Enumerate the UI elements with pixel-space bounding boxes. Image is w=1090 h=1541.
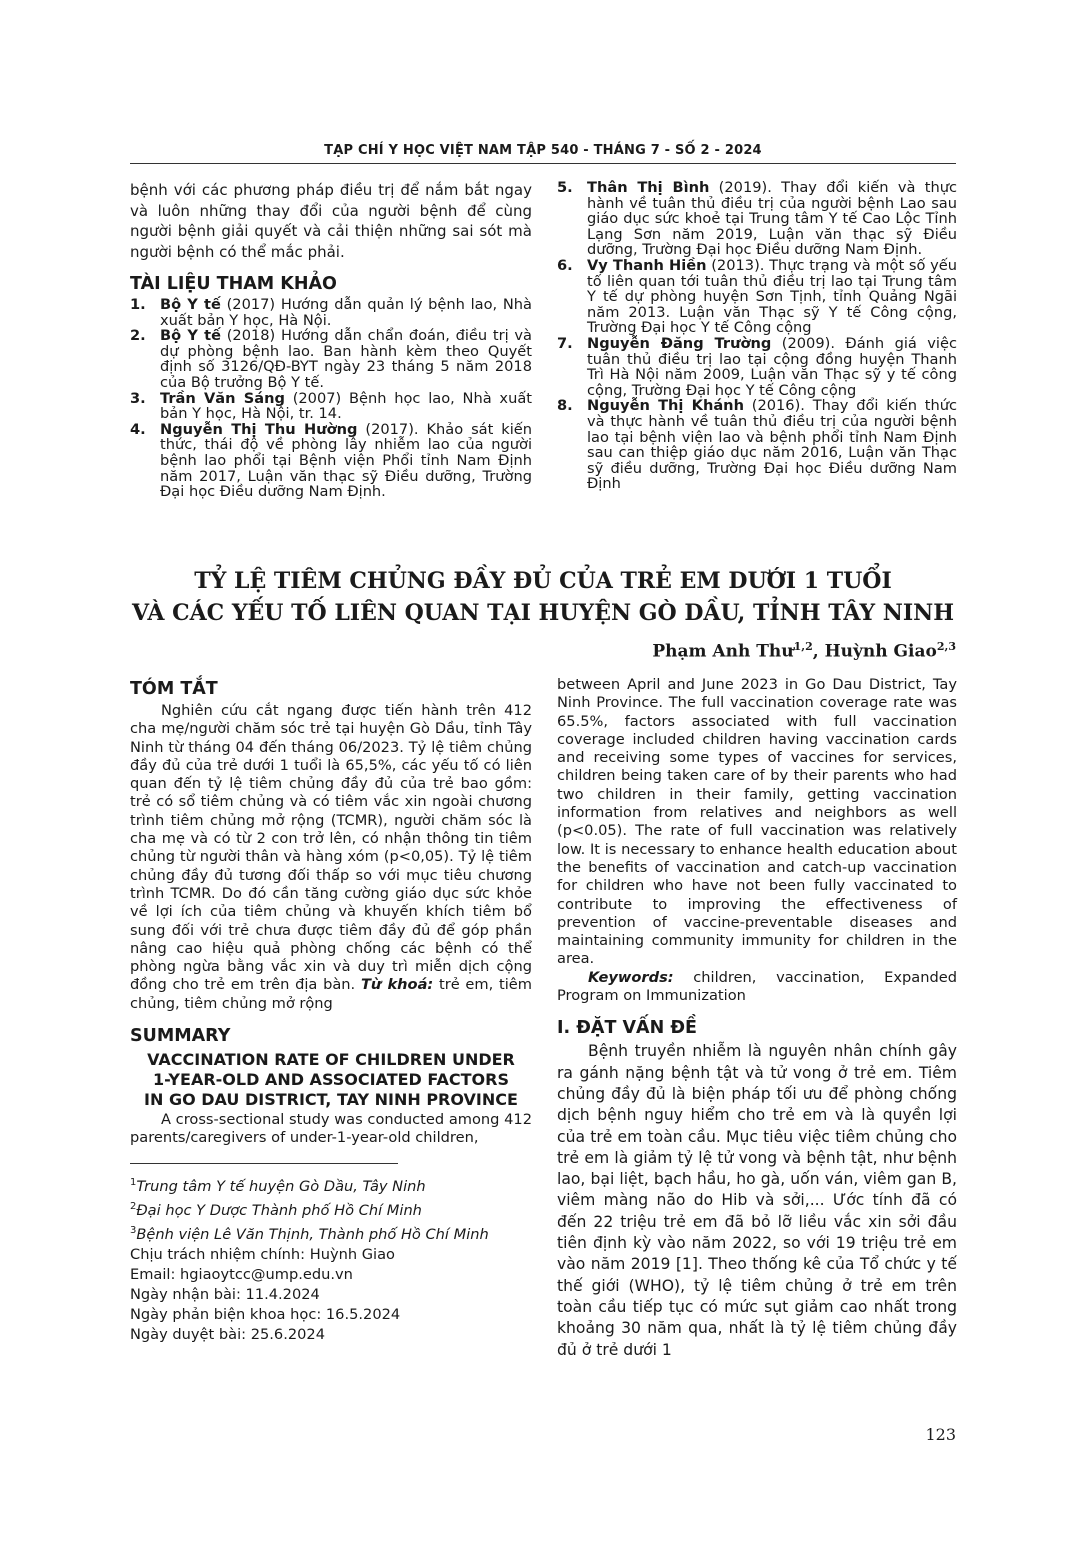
abstract-vi-heading: TÓM TẮT (130, 679, 218, 699)
reference-item (130, 297, 532, 328)
received-date: Ngày nhận bài: 11.4.2024 (130, 1285, 320, 1303)
reference-details: (2013). Thực trạng và một số yếu tố liên quan tới tuân thủ điều trị lao tại Trung tâm Y tế dự phòng huyện Sơn Tịnh, tỉnh Quảng Ngãi năm 2013. Luận văn Thạc sỹ Y tế Công cộng, Trường Đại học Y tế Công cộng (587, 256, 957, 337)
reference-item (130, 422, 532, 500)
summary-body-start: A cross-sectional study was conducted among 412 parents/caregivers of under-1-year-old children, (130, 1111, 532, 1147)
reference-author: Thân Thị Bình (587, 179, 710, 196)
abstract-vi-text: Nghiên cứu cắt ngang được tiến hành trên 412 cha mẹ/người chăm sóc trẻ tại huyện Gò Dầu, tỉnh Tây Ninh từ tháng 04 đến tháng 06/2023. Tỷ lệ tiêm chủng đầy đủ của trẻ dưới 1 tuổi là 65,5%, các yếu tố có liên quan đến tỷ lệ tiêm chủng đầy đủ của trẻ bao gồm: trẻ có sổ tiêm chủng và có tiêm vắc xin ngoài chương trình tiêm chủng mở rộng (TCMR), người chăm sóc là cha mẹ và có từ 2 con trở lên, có nhận thông tin tiêm chủng từ người thân và hàng xóm (p<0,05). Tỷ lệ tiêm chủng đầy đủ tương đối thấp so với mục tiêu chương trình TCMR. Do đó cần tăng cường giáo dục sức khỏe về lợi ích của tiêm chủng và khuyến khích tiêm bổ sung đối với trẻ chưa được tiêm đầy đủ để góp phần nâng cao hiệu quả phòng chống các bệnh có thể phòng ngừa bằng vắc xin và duy trì miễn dịch cộng đồng cho trẻ em trên địa bàn. (130, 702, 532, 994)
accepted-date: Ngày duyệt bài: 25.6.2024 (130, 1325, 325, 1343)
reference-text (587, 180, 957, 258)
reference-text (160, 328, 532, 390)
carry-over-paragraph: bệnh với các phương pháp điều trị để nắm bắt ngay và luôn những thay đổi của người bệnh để cùng người bệnh giải quyết và cải thiện những sai sót mà người bệnh có thể mắc phải. (130, 181, 532, 261)
bottom-left-column (130, 678, 532, 1148)
author-line (652, 640, 956, 662)
reference-text (160, 297, 532, 328)
reference-details: (2009). Đánh giá việc tuân thủ điều trị lao tại cộng đồng huyện Thanh Trì Hà Nội năm 2009, Luận văn Thạc sỹ y tế công cộng, Trường Đại học Y tế Công cộng (587, 334, 957, 399)
reference-details: (2019). Thay đổi kiến và thực hành về tuân thủ điều trị của người bệnh Lao sau giáo dục sức khoẻ tại Trung tâm Y tế Cao Lộc Tỉnh Lạng Sơn năm 2019, Luận văn thạc sỹ Điều dưỡng, Trường Đại học Điều dưỡng Nam Định. (587, 179, 957, 259)
abstract-vi-keywords-label: Từ khoá: (360, 976, 434, 994)
reference-item (130, 328, 532, 390)
running-header: TẠP CHÍ Y HỌC VIỆT NAM TẬP 540 - THÁNG 7 - SỐ 2 - 2024 (324, 143, 762, 158)
affiliation-1 (130, 1173, 532, 1197)
reference-text (587, 258, 957, 336)
reference-text (587, 336, 957, 398)
author-2-affiliation: 2,3 (936, 640, 956, 653)
reference-details: (2018) Hướng dẫn chẩn đoán, điều trị và dự phòng bệnh lao. Ban hành kèm theo Quyết định số 3126/QĐ-BYT ngày 23 tháng 5 năm 2018 của Bộ trưởng Bộ Y tế. (160, 327, 532, 391)
footnote-rule (130, 1163, 398, 1164)
summary-title-line-2: 1-YEAR-OLD AND ASSOCIATED FACTORS (153, 1070, 509, 1090)
affiliation-3-marker: 3 (130, 1224, 137, 1236)
reference-text (160, 391, 532, 422)
reference-number: 4. (130, 420, 146, 438)
intro-body: Bệnh truyền nhiễm là nguyên nhân chính gây ra gánh nặng bệnh tật và tử vong ở trẻ em. Tiêm chủng đầy đủ là biện pháp tối ưu để phòng chống dịch bệnh nguy hiểm cho trẻ em và là quyền lợi của trẻ em toàn cầu. Mục tiêu việc tiêm chủng cho trẻ em là giảm tỷ lệ tử vong và bệnh tật, như bệnh lao, bại liệt, bạch hầu, ho gà, uốn ván, viêm gan B, viêm màng não do Hib và sởi,... Ước tính đã có đến 22 triệu trẻ em đã bỏ lỡ liều vắc xin sởi đầu tiên định kỳ vào năm 2022, so với 19 triệu trẻ em vào năm 2019 [1]. Theo thống kê của Tổ chức y tế thế giới (WHO), tỷ lệ tiêm chủng ở trẻ em trên toàn cầu tiếp tục có mức sụt giảm cao nhất trong khoảng 30 năm qua, nhất là tỷ lệ tiêm chủng đầy đủ ở trẻ dưới 1 (557, 1042, 957, 1359)
affiliation-1-marker: 1 (130, 1177, 137, 1188)
reference-item (557, 398, 957, 492)
summary-title-line-3: IN GO DAU DISTRICT, TAY NINH PROVINCE (144, 1090, 518, 1110)
summary-keywords-label: Keywords: (588, 968, 674, 986)
reference-author: Bộ Y tế (160, 296, 221, 313)
reference-author: Trần Văn Sáng (160, 389, 285, 407)
reference-number: 1. (130, 296, 146, 313)
reference-number: 7. (557, 334, 573, 352)
reference-number: 5. (557, 179, 573, 196)
article-title (130, 565, 956, 629)
reference-details: (2016). Thay đổi kiến thức và thực hành về tuân thủ điều trị của người bệnh lao tại bệnh viện lao và bệnh phổi tỉnh Nam Định sau can thiệp giáo dục năm 2016, Luận văn Thạc sỹ điều dưỡng, Trường Đại học Điều dưỡng Nam Định (587, 397, 957, 493)
reference-number: 3. (130, 389, 146, 407)
intro-heading: I. ĐẶT VẤN ĐỀ (557, 1018, 697, 1039)
affiliation-3 (130, 1221, 532, 1245)
reference-author: Nguyễn Thị Thu Hường (160, 420, 358, 438)
bottom-right-column (557, 676, 957, 1361)
header-rule (130, 163, 956, 164)
top-right-column (557, 180, 957, 492)
author-1: Phạm Anh Thư (652, 641, 794, 662)
reference-number: 6. (557, 256, 573, 274)
summary-body-continued: between April and June 2023 in Go Dau District, Tay Ninh Province. The full vaccination coverage rate was 65.5%, factors associated with full vaccination coverage included children having vaccination cards and receiving some types of vaccines for services, children being taken care of by their parents who had two children in their family, getting vaccination information from relatives and neighbors as well (p<0.05). The rate of full vaccination was relatively low. It is necessary to enhance health education about the benefits of vaccination and catch-up vaccination for children who have not been fully vaccinated to contribute to improving the effectiveness of prevention of vaccine-preventable diseases and maintaining community immunity for children in the area. (557, 676, 957, 968)
review-date: Ngày phản biện khoa học: 16.5.2024 (130, 1305, 401, 1323)
summary-title-line-1: VACCINATION RATE OF CHILDREN UNDER (147, 1050, 515, 1070)
reference-item (557, 180, 957, 258)
author-1-affiliation: 1,2 (793, 640, 813, 653)
reference-details: (2017) Hướng dẫn quản lý bệnh lao, Nhà xuất bản Y học, Hà Nội. (160, 296, 532, 329)
abstract-vi-keywords: trẻ em, tiêm chủng, tiêm chủng mở rộng (130, 976, 532, 1012)
affiliation-2-marker: 2 (130, 1200, 137, 1212)
references-heading: TÀI LIỆU THAM KHẢO (130, 274, 337, 294)
affiliation-2-text: Đại học Y Dược Thành phố Hồ Chí Minh (136, 1201, 422, 1219)
summary-title (130, 1050, 532, 1110)
reference-author: Vy Thanh Hiền (587, 256, 707, 274)
author-separator: , (812, 641, 825, 662)
reference-list-right (557, 180, 957, 492)
reference-details: (2017). Khảo sát kiến thức, thái độ về phòng lây nhiễm lao của người bệnh lao phổi tại Bệnh viện Phổi tỉnh Nam Định năm 2017, Luận văn thạc sỹ Điều dưỡng, Trường Đại học Điều dưỡng Nam Định. (160, 420, 532, 501)
reference-list-left (130, 297, 532, 500)
author-2: Huỳnh Giao (824, 641, 937, 662)
reference-details: (2007) Bệnh học lao, Nhà xuất bản Y học, Hà Nội, tr. 14. (160, 389, 532, 423)
corresponding-email: Email: hgiaoytcc@ump.edu.vn (130, 1265, 353, 1283)
page-number: 123 (925, 1425, 956, 1444)
reference-item (557, 336, 957, 398)
article-title-line-2: VÀ CÁC YẾU TỐ LIÊN QUAN TẠI HUYỆN GÒ DẦU, TỈNH TÂY NINH (131, 600, 955, 626)
reference-author: Nguyễn Đăng Trường (587, 334, 772, 352)
article-title-line-1: TỶ LỆ TIÊM CHỦNG ĐẦY ĐỦ CỦA TRẺ EM DƯỚI 1 TUỔI (194, 568, 892, 594)
top-left-column (130, 180, 532, 500)
footnotes (130, 1173, 532, 1345)
reference-text (587, 398, 957, 492)
affiliation-1-text: Trung tâm Y tế huyện Gò Dầu, Tây Ninh (136, 1177, 426, 1195)
reference-text (160, 422, 532, 500)
affiliation-2 (130, 1197, 532, 1221)
summary-heading: SUMMARY (130, 1026, 231, 1047)
summary-keywords-text: children, vaccination, Expanded Program on Immunization (557, 968, 957, 1005)
reference-number: 8. (557, 397, 573, 415)
abstract-vi-body (130, 702, 532, 1013)
reference-author: Bộ Y tế (160, 327, 221, 345)
summary-keywords (557, 969, 957, 1006)
affiliation-3-text: Bệnh viện Lê Văn Thịnh, Thành phố Hồ Chí Minh (136, 1225, 489, 1243)
reference-number: 2. (130, 327, 146, 345)
corresponding-author: Chịu trách nhiệm chính: Huỳnh Giao (130, 1245, 395, 1263)
reference-item (557, 258, 957, 336)
reference-author: Nguyễn Thị Khánh (587, 397, 744, 415)
reference-item (130, 391, 532, 422)
